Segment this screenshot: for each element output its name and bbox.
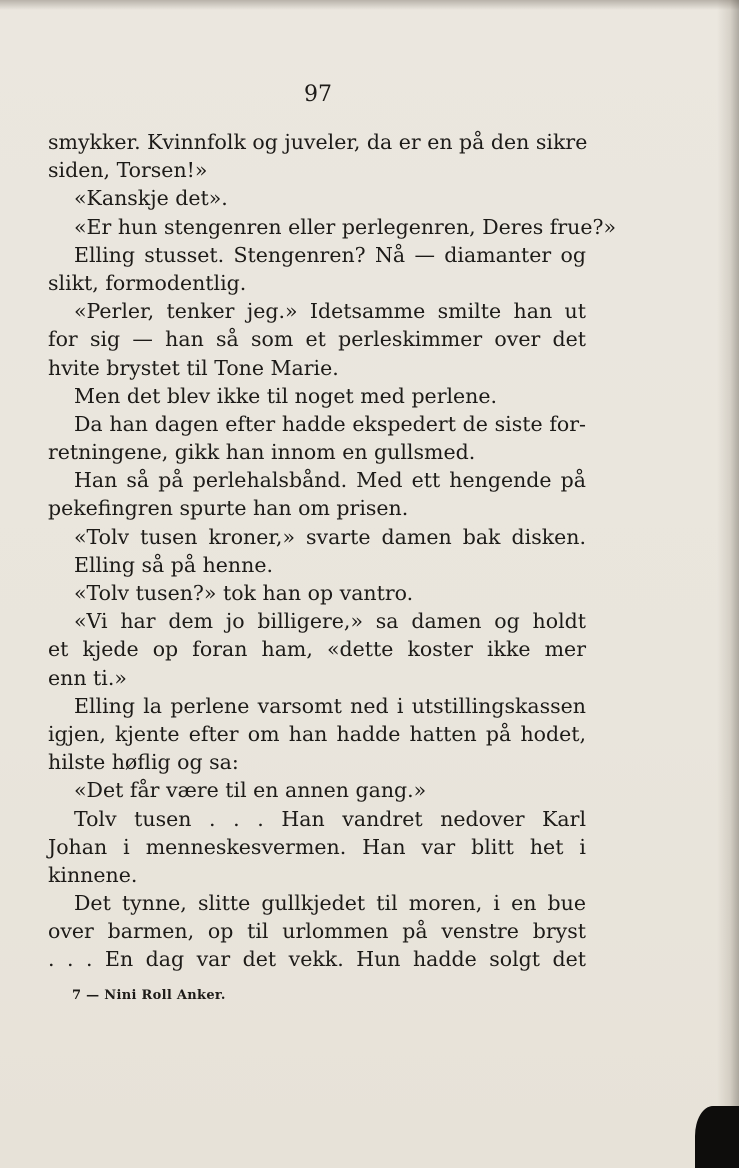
corner-mark bbox=[695, 1106, 739, 1168]
text-line: retningene, gikk han innom en gullsmed. bbox=[48, 440, 476, 465]
text-line: Han så på perlehalsbånd. Med ett hengende på bbox=[74, 468, 586, 493]
text-line: Men det blev ikke til noget med perlene. bbox=[74, 383, 498, 408]
text-line: hilste høflig og sa: bbox=[48, 750, 239, 775]
text-line: slikt, formodentlig. bbox=[48, 270, 247, 295]
page-number: 97 bbox=[304, 82, 332, 107]
text-line: siden, Torsen!» bbox=[48, 158, 208, 183]
text-line: igjen, kjente efter om han hadde hatten på hodet, bbox=[48, 721, 586, 746]
signature-footer: 7 — Nini Roll Anker. bbox=[72, 988, 226, 1003]
text-line: Elling stusset. Stengenren? Nå — diamanter og bbox=[74, 242, 586, 267]
text-line: Elling la perlene varsomt ned i utstillingskassen bbox=[74, 693, 586, 718]
text-line: «Det får være til en annen gang.» bbox=[74, 778, 427, 803]
text-line: «Tolv tusen kroner,» svarte damen bak disken. bbox=[74, 524, 586, 549]
text-line: «Er hun stengenren eller perlegenren, Deres frue?» bbox=[74, 214, 616, 239]
text-line: «Perler, tenker jeg.» Idetsamme smilte han ut bbox=[74, 299, 586, 324]
text-line: Johan i menneskesvermen. Han var blitt het i bbox=[48, 834, 586, 859]
text-line: «Vi har dem jo billigere,» sa damen og holdt bbox=[74, 609, 586, 634]
text-line: et kjede op foran ham, «dette koster ikke mer bbox=[48, 637, 586, 662]
text-line: Elling så på henne. bbox=[74, 552, 273, 577]
text-line: enn ti.» bbox=[48, 665, 127, 690]
text-line: pekefingren spurte han om prisen. bbox=[48, 496, 409, 521]
text-line: over barmen, op til urlommen på venstre bryst bbox=[48, 919, 586, 944]
text-line: Tolv tusen . . . Han vandret nedover Karl bbox=[74, 806, 586, 831]
page-top-edge bbox=[0, 0, 739, 10]
text-line: smykker. Kvinnfolk og juveler, da er en på den sikre bbox=[48, 130, 588, 154]
text-line: hvite brystet til Tone Marie. bbox=[48, 355, 339, 380]
text-line: kinnene. bbox=[48, 862, 138, 887]
text-line: «Kanskje det». bbox=[74, 186, 228, 211]
page-right-edge bbox=[717, 0, 739, 1168]
text-line: Da han dagen efter hadde ekspedert de siste for- bbox=[74, 411, 586, 436]
text-line: Det tynne, slitte gullkjedet til moren, i en bue bbox=[74, 891, 586, 916]
body-text bbox=[48, 128, 616, 974]
text-line: for sig — han så som et perleskimmer over det bbox=[48, 327, 586, 352]
text-line: . . . En dag var det vekk. Hun hadde solgt det bbox=[48, 947, 586, 972]
text-line: «Tolv tusen?» tok han op vantro. bbox=[74, 581, 414, 605]
